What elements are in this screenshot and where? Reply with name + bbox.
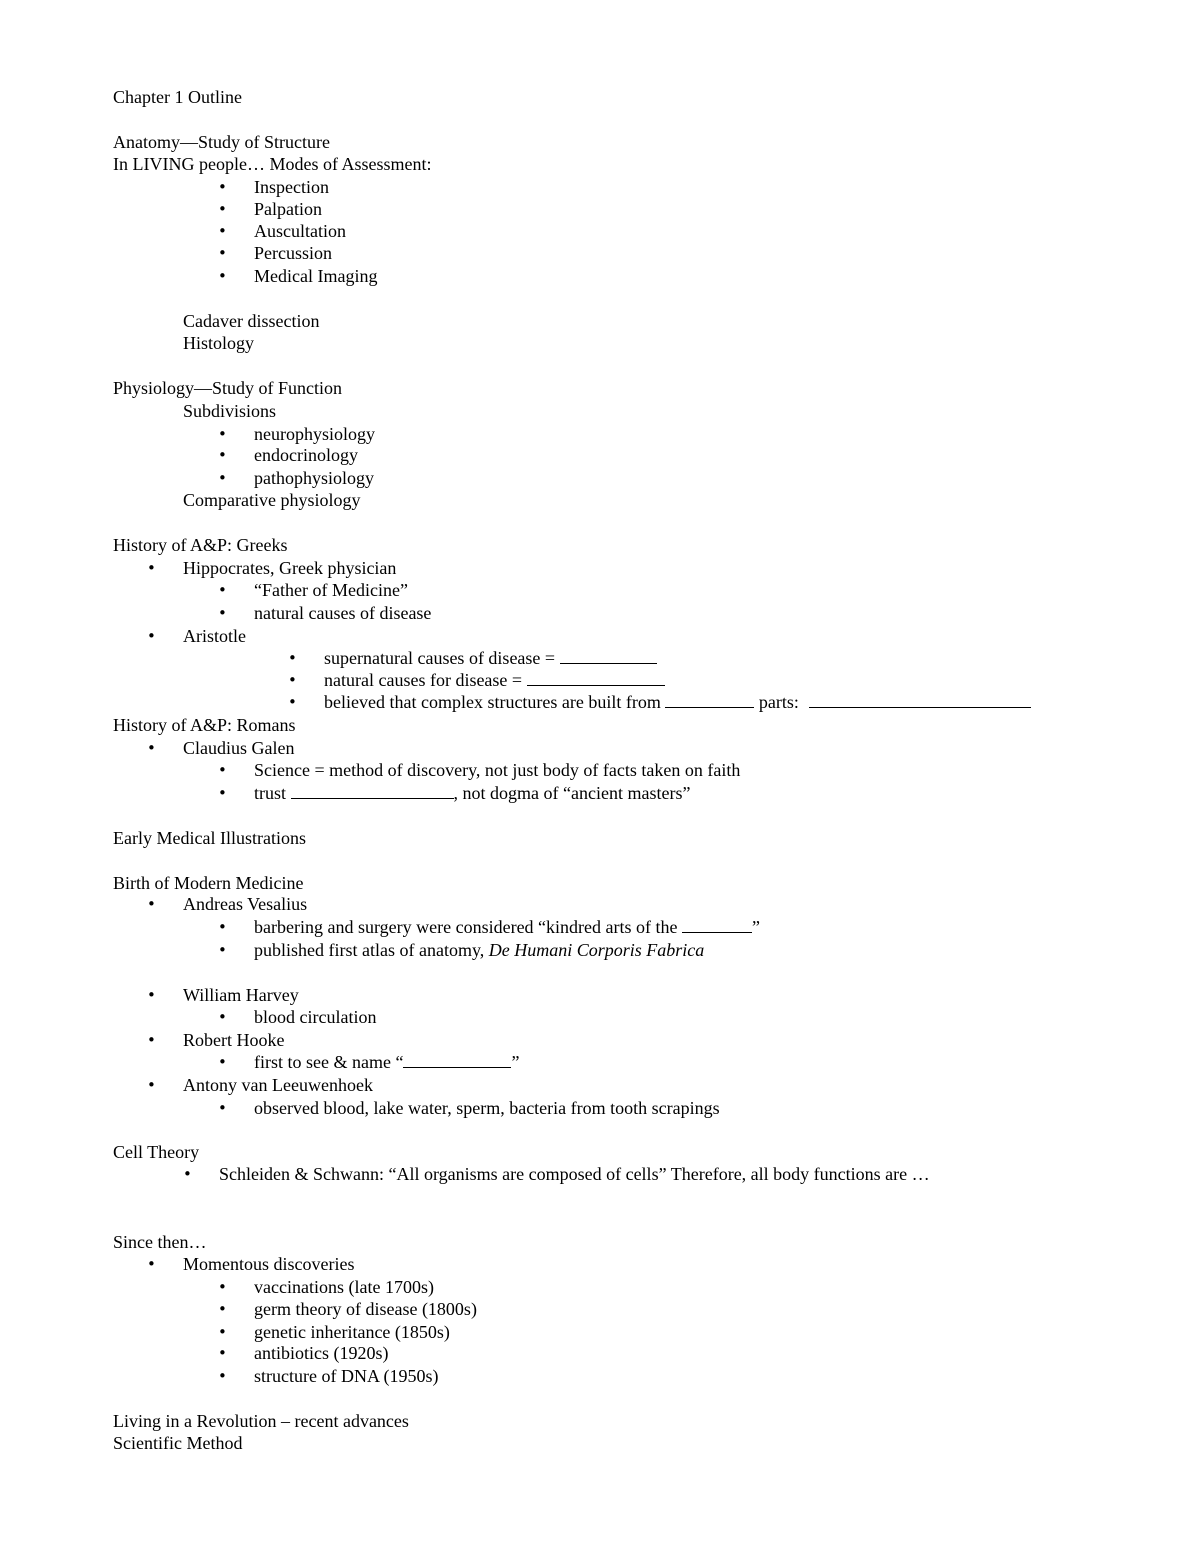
list-item: • Robert Hooke <box>183 1029 284 1051</box>
modern-heading: Birth of Modern Medicine <box>113 873 304 893</box>
list-item: • genetic inheritance (1850s) <box>254 1321 450 1343</box>
list-item-text: parts: <box>758 692 799 712</box>
fill-in-blank <box>560 647 657 664</box>
list-item: • Schleiden & Schwann: “All organisms are composed of cells” Therefore, all body functions are … <box>219 1163 930 1185</box>
list-item: • germ theory of disease (1800s) <box>254 1298 477 1320</box>
cell-theory-heading: Cell Theory <box>113 1142 200 1162</box>
list-item: Comparative physiology <box>183 490 361 510</box>
romans-heading: History of A&P: Romans <box>113 715 296 735</box>
list-item: Histology <box>183 333 255 353</box>
list-item-text: first to see & name “ <box>254 1052 404 1072</box>
list-item: • William Harvey <box>183 984 299 1006</box>
list-item: • structure of DNA (1950s) <box>254 1365 438 1387</box>
list-item <box>254 782 690 804</box>
list-item: • Momentous discoveries <box>183 1253 354 1275</box>
list-item-text: ” <box>752 917 761 937</box>
physiology-heading: Physiology—Study of Function <box>113 378 343 398</box>
list-item: • neurophysiology <box>254 423 375 445</box>
list-item: • Hippocrates, Greek physician <box>183 557 396 579</box>
fill-in-blank <box>403 1051 511 1068</box>
page-title: Chapter 1 Outline <box>113 87 242 107</box>
list-item: • endocrinology <box>254 444 358 466</box>
list-item: • Inspection <box>254 176 329 198</box>
list-item <box>324 647 657 669</box>
list-item: • Andreas Vesalius <box>183 893 307 915</box>
list-item <box>324 691 1031 713</box>
list-item-text: barbering and surgery were considered “kindred arts of the <box>254 917 678 937</box>
method-heading: Scientific Method <box>113 1433 243 1453</box>
list-item <box>324 669 665 691</box>
assessment-intro: In LIVING people… Modes of Assessment: <box>113 154 432 174</box>
list-item: • antibiotics (1920s) <box>254 1342 388 1364</box>
fill-in-blank <box>291 782 454 799</box>
subdivisions-label: Subdivisions <box>183 401 277 421</box>
list-item-text: natural causes for disease = <box>324 670 523 690</box>
list-item-text: believed that complex structures are built from <box>324 692 661 712</box>
list-item: • Medical Imaging <box>254 265 377 287</box>
list-item <box>254 1051 519 1073</box>
list-item <box>254 939 704 961</box>
book-title: De Humani Corporis Fabrica <box>488 940 705 960</box>
list-item-text: trust <box>254 783 287 803</box>
list-item: • natural causes of disease <box>254 602 431 624</box>
list-item: • Claudius Galen <box>183 737 294 759</box>
list-item: • observed blood, lake water, sperm, bacteria from tooth scrapings <box>254 1097 720 1119</box>
list-item: Cadaver dissection <box>183 311 320 331</box>
list-item-text: published first atlas of anatomy, <box>254 940 485 960</box>
list-item-text: supernatural causes of disease = <box>324 648 556 668</box>
list-item: • Percussion <box>254 242 332 264</box>
list-item: • Science = method of discovery, not just body of facts taken on faith <box>254 759 740 781</box>
revolution-heading: Living in a Revolution – recent advances <box>113 1411 409 1431</box>
list-item-text: ” <box>511 1052 520 1072</box>
since-heading: Since then… <box>113 1232 207 1252</box>
list-item: • Palpation <box>254 198 322 220</box>
list-item: • Aristotle <box>183 625 246 647</box>
list-item: • pathophysiology <box>254 467 374 489</box>
list-item: • Antony van Leeuwenhoek <box>183 1074 373 1096</box>
fill-in-blank <box>682 916 752 933</box>
list-item: • Auscultation <box>254 220 346 242</box>
list-item: • blood circulation <box>254 1006 376 1028</box>
anatomy-heading: Anatomy—Study of Structure <box>113 132 330 152</box>
fill-in-blank <box>527 669 665 686</box>
list-item: • “Father of Medicine” <box>254 579 408 601</box>
list-item <box>254 916 760 938</box>
greeks-heading: History of A&P: Greeks <box>113 535 288 555</box>
fill-in-blank <box>665 691 754 708</box>
fill-in-blank <box>809 691 1031 708</box>
list-item: • vaccinations (late 1700s) <box>254 1276 434 1298</box>
list-item-text: , not dogma of “ancient masters” <box>453 783 691 803</box>
illustrations-heading: Early Medical Illustrations <box>113 828 306 848</box>
